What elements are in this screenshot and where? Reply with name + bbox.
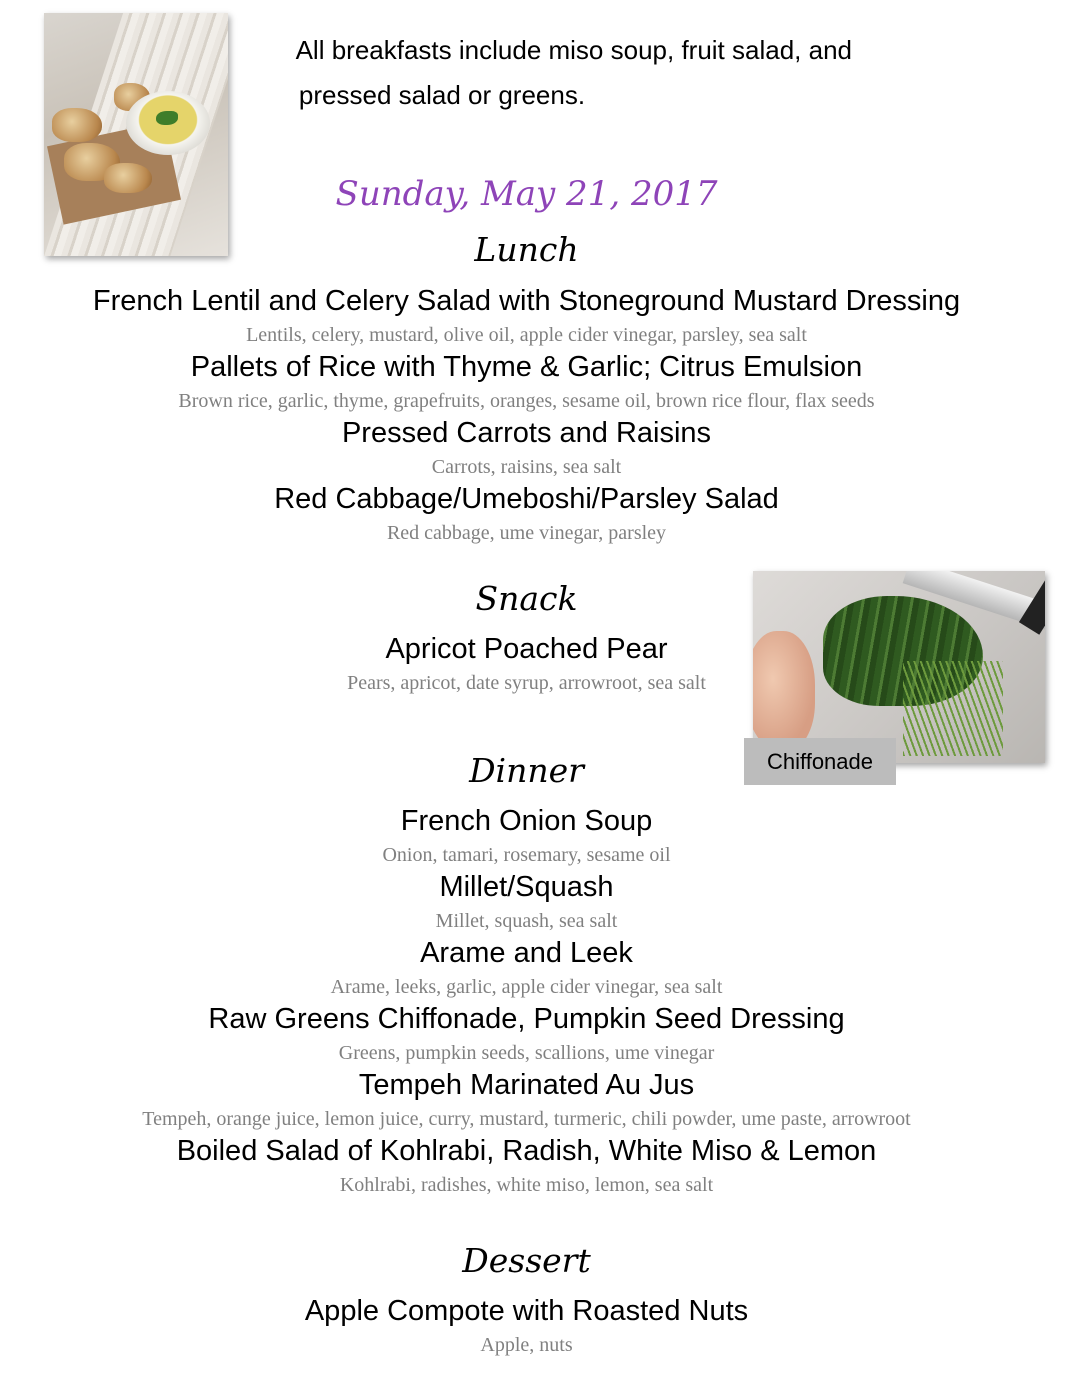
dish-name: Tempeh Marinated Au Jus (358, 1069, 695, 1101)
dish-name: Pallets of Rice with Thyme & Garlic; Citrus Emulsion (190, 351, 863, 383)
dish-ingredients: Millet, squash, sea salt (435, 910, 618, 932)
dish-ingredients: Apple, nuts (480, 1334, 573, 1356)
photo-caption: Chiffonade (744, 738, 896, 785)
dish-ingredients: Red cabbage, ume vinegar, parsley (386, 522, 667, 544)
dish-ingredients: Tempeh, orange juice, lemon juice, curry, mustard, turmeric, chili powder, ume paste, arrowroot (142, 1108, 911, 1130)
dish-name: Pressed Carrots and Raisins (341, 417, 712, 449)
dish-name: Raw Greens Chiffonade, Pumpkin Seed Dressing (208, 1003, 845, 1035)
dish-name: Millet/Squash (439, 871, 614, 903)
menu-date: Sunday, May 21, 2017 (335, 174, 718, 214)
dish-name: Red Cabbage/Umeboshi/Parsley Salad (274, 483, 779, 515)
dish-name: Arame and Leek (420, 937, 633, 969)
intro-line-2: pressed salad or greens. (298, 80, 586, 110)
dish-ingredients: Brown rice, garlic, thyme, grapefruits, oranges, sesame oil, brown rice flour, flax seeds (178, 390, 875, 412)
dish-name: Boiled Salad of Kohlrabi, Radish, White Miso & Lemon (176, 1135, 877, 1167)
dish-ingredients: Pears, apricot, date syrup, arrowroot, sea salt (347, 672, 706, 694)
intro-text (200, 28, 852, 118)
dish-name: Apple Compote with Roasted Nuts (304, 1295, 749, 1327)
section-heading-snack: Snack (475, 579, 578, 618)
dish-ingredients: Carrots, raisins, sea salt (431, 456, 622, 478)
dish-name: Apricot Poached Pear (385, 633, 668, 665)
dish-ingredients: Onion, tamari, rosemary, sesame oil (382, 844, 671, 866)
dish-ingredients: Greens, pumpkin seeds, scallions, ume vinegar (338, 1042, 715, 1064)
dish-name: French Lentil and Celery Salad with Stoneground Mustard Dressing (92, 285, 961, 317)
section-heading-dinner: Dinner (469, 751, 584, 790)
dish-name: French Onion Soup (400, 805, 653, 837)
dish-ingredients: Kohlrabi, radishes, white miso, lemon, sea salt (339, 1174, 714, 1196)
section-heading-lunch: Lunch (474, 230, 579, 269)
section-heading-dessert: Dessert (462, 1241, 591, 1280)
dish-ingredients: Lentils, celery, mustard, olive oil, apple cider vinegar, parsley, sea salt (246, 324, 807, 346)
dish-ingredients: Arame, leeks, garlic, apple cider vinegar, sea salt (330, 976, 723, 998)
intro-line-1: All breakfasts include miso soup, fruit salad, and (295, 35, 852, 65)
